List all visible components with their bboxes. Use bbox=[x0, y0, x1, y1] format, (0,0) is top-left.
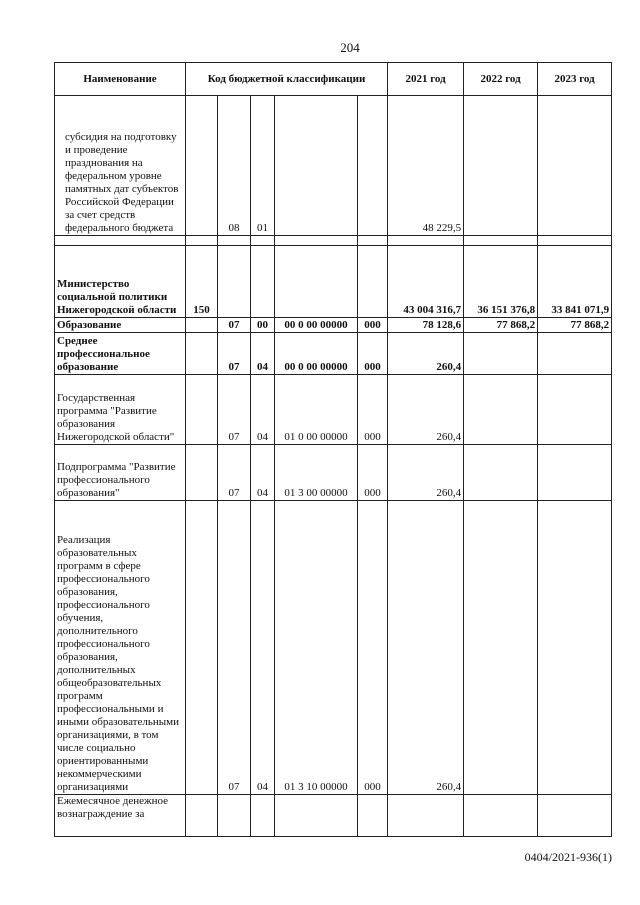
row-2022 bbox=[464, 333, 538, 375]
row-2021 bbox=[388, 795, 464, 837]
row-vr: 000 bbox=[358, 375, 388, 445]
row-admin bbox=[186, 501, 218, 795]
row-razdel: 07 bbox=[218, 501, 251, 795]
table-row bbox=[55, 96, 612, 236]
row-2021: 260,4 bbox=[388, 333, 464, 375]
row-admin bbox=[186, 795, 218, 837]
row-podrazdel: 00 bbox=[251, 318, 275, 333]
row-vr: 000 bbox=[358, 445, 388, 501]
table-row bbox=[55, 375, 612, 445]
row-2022 bbox=[464, 236, 538, 246]
table-row bbox=[55, 445, 612, 501]
row-2021: 260,4 bbox=[388, 375, 464, 445]
table-row bbox=[55, 236, 612, 246]
row-admin bbox=[186, 333, 218, 375]
row-csr: 01 3 10 00000 bbox=[275, 501, 358, 795]
row-podrazdel: 04 bbox=[251, 333, 275, 375]
row-2022 bbox=[464, 501, 538, 795]
row-vr bbox=[358, 96, 388, 236]
row-name: Образование bbox=[55, 318, 186, 333]
table-row bbox=[55, 795, 612, 837]
row-name: Среднее профессиональное образование bbox=[55, 333, 186, 375]
row-razdel: 07 bbox=[218, 318, 251, 333]
row-name: Подпрограмма "Развитие профессионального образования" bbox=[55, 445, 186, 501]
row-razdel: 07 bbox=[218, 445, 251, 501]
row-vr bbox=[358, 236, 388, 246]
row-admin bbox=[186, 318, 218, 333]
row-razdel: 07 bbox=[218, 333, 251, 375]
row-2021: 260,4 bbox=[388, 501, 464, 795]
row-2023 bbox=[538, 236, 612, 246]
header-2023: 2023 год bbox=[538, 63, 612, 96]
row-2022 bbox=[464, 375, 538, 445]
document-code: 0404/2021-936(1) bbox=[524, 850, 612, 864]
row-csr bbox=[275, 795, 358, 837]
row-razdel bbox=[218, 236, 251, 246]
header-name: Наименование bbox=[55, 63, 186, 96]
row-csr: 01 3 00 00000 bbox=[275, 445, 358, 501]
row-podrazdel: 01 bbox=[251, 96, 275, 236]
row-2023 bbox=[538, 333, 612, 375]
row-vr bbox=[358, 246, 388, 318]
row-podrazdel: 04 bbox=[251, 375, 275, 445]
header-2021: 2021 год bbox=[388, 63, 464, 96]
row-csr: 00 0 00 00000 bbox=[275, 333, 358, 375]
row-podrazdel: 04 bbox=[251, 501, 275, 795]
row-admin bbox=[186, 375, 218, 445]
row-2022: 36 151 376,8 bbox=[464, 246, 538, 318]
row-2022 bbox=[464, 795, 538, 837]
row-razdel bbox=[218, 246, 251, 318]
row-podrazdel bbox=[251, 236, 275, 246]
row-csr: 00 0 00 00000 bbox=[275, 318, 358, 333]
header-code: Код бюджетной классификации bbox=[186, 63, 388, 96]
row-vr: 000 bbox=[358, 318, 388, 333]
row-2021 bbox=[388, 236, 464, 246]
row-2022: 77 868,2 bbox=[464, 318, 538, 333]
row-razdel bbox=[218, 795, 251, 837]
table-row bbox=[55, 501, 612, 795]
row-name: субсидия на подготовку и проведение празднования на федеральном уровне памятных дат субъектов Российской Федерации за счет средств федерального бюджета bbox=[55, 96, 186, 236]
row-csr bbox=[275, 96, 358, 236]
row-vr: 000 bbox=[358, 501, 388, 795]
row-csr bbox=[275, 236, 358, 246]
row-podrazdel: 04 bbox=[251, 445, 275, 501]
row-2021: 48 229,5 bbox=[388, 96, 464, 236]
row-2023: 77 868,2 bbox=[538, 318, 612, 333]
row-name: Ежемесячное денежное вознаграждение за bbox=[55, 795, 186, 837]
table-header-row bbox=[55, 63, 612, 96]
budget-table bbox=[54, 62, 612, 837]
row-podrazdel bbox=[251, 246, 275, 318]
table-row bbox=[55, 318, 612, 333]
row-admin bbox=[186, 236, 218, 246]
row-2023 bbox=[538, 375, 612, 445]
row-2023 bbox=[538, 795, 612, 837]
row-2023: 33 841 071,9 bbox=[538, 246, 612, 318]
row-2023 bbox=[538, 445, 612, 501]
row-razdel: 08 bbox=[218, 96, 251, 236]
page-number: 204 bbox=[340, 40, 360, 55]
row-admin: 150 bbox=[186, 246, 218, 318]
row-name: Министерство социальной политики Нижегородской области bbox=[55, 246, 186, 318]
row-vr bbox=[358, 795, 388, 837]
row-name: Реализация образовательных программ в сфере профессионального образования, профессионального обучения, дополнительного профессионального образования, дополнительных общеобразовательных программ профессиональными и иными образовательными организациями, в том числе социально ориентированными некоммерческими организациями bbox=[55, 501, 186, 795]
row-csr: 01 0 00 00000 bbox=[275, 375, 358, 445]
row-2023 bbox=[538, 96, 612, 236]
row-name: Государственная программа "Развитие образования Нижегородской области" bbox=[55, 375, 186, 445]
row-2021: 260,4 bbox=[388, 445, 464, 501]
row-2021: 78 128,6 bbox=[388, 318, 464, 333]
row-admin bbox=[186, 96, 218, 236]
row-podrazdel bbox=[251, 795, 275, 837]
row-2021: 43 004 316,7 bbox=[388, 246, 464, 318]
table-row bbox=[55, 333, 612, 375]
header-2022: 2022 год bbox=[464, 63, 538, 96]
row-2023 bbox=[538, 501, 612, 795]
row-csr bbox=[275, 246, 358, 318]
row-name bbox=[55, 236, 186, 246]
table-row bbox=[55, 246, 612, 318]
row-2022 bbox=[464, 445, 538, 501]
row-admin bbox=[186, 445, 218, 501]
row-2022 bbox=[464, 96, 538, 236]
row-razdel: 07 bbox=[218, 375, 251, 445]
row-vr: 000 bbox=[358, 333, 388, 375]
